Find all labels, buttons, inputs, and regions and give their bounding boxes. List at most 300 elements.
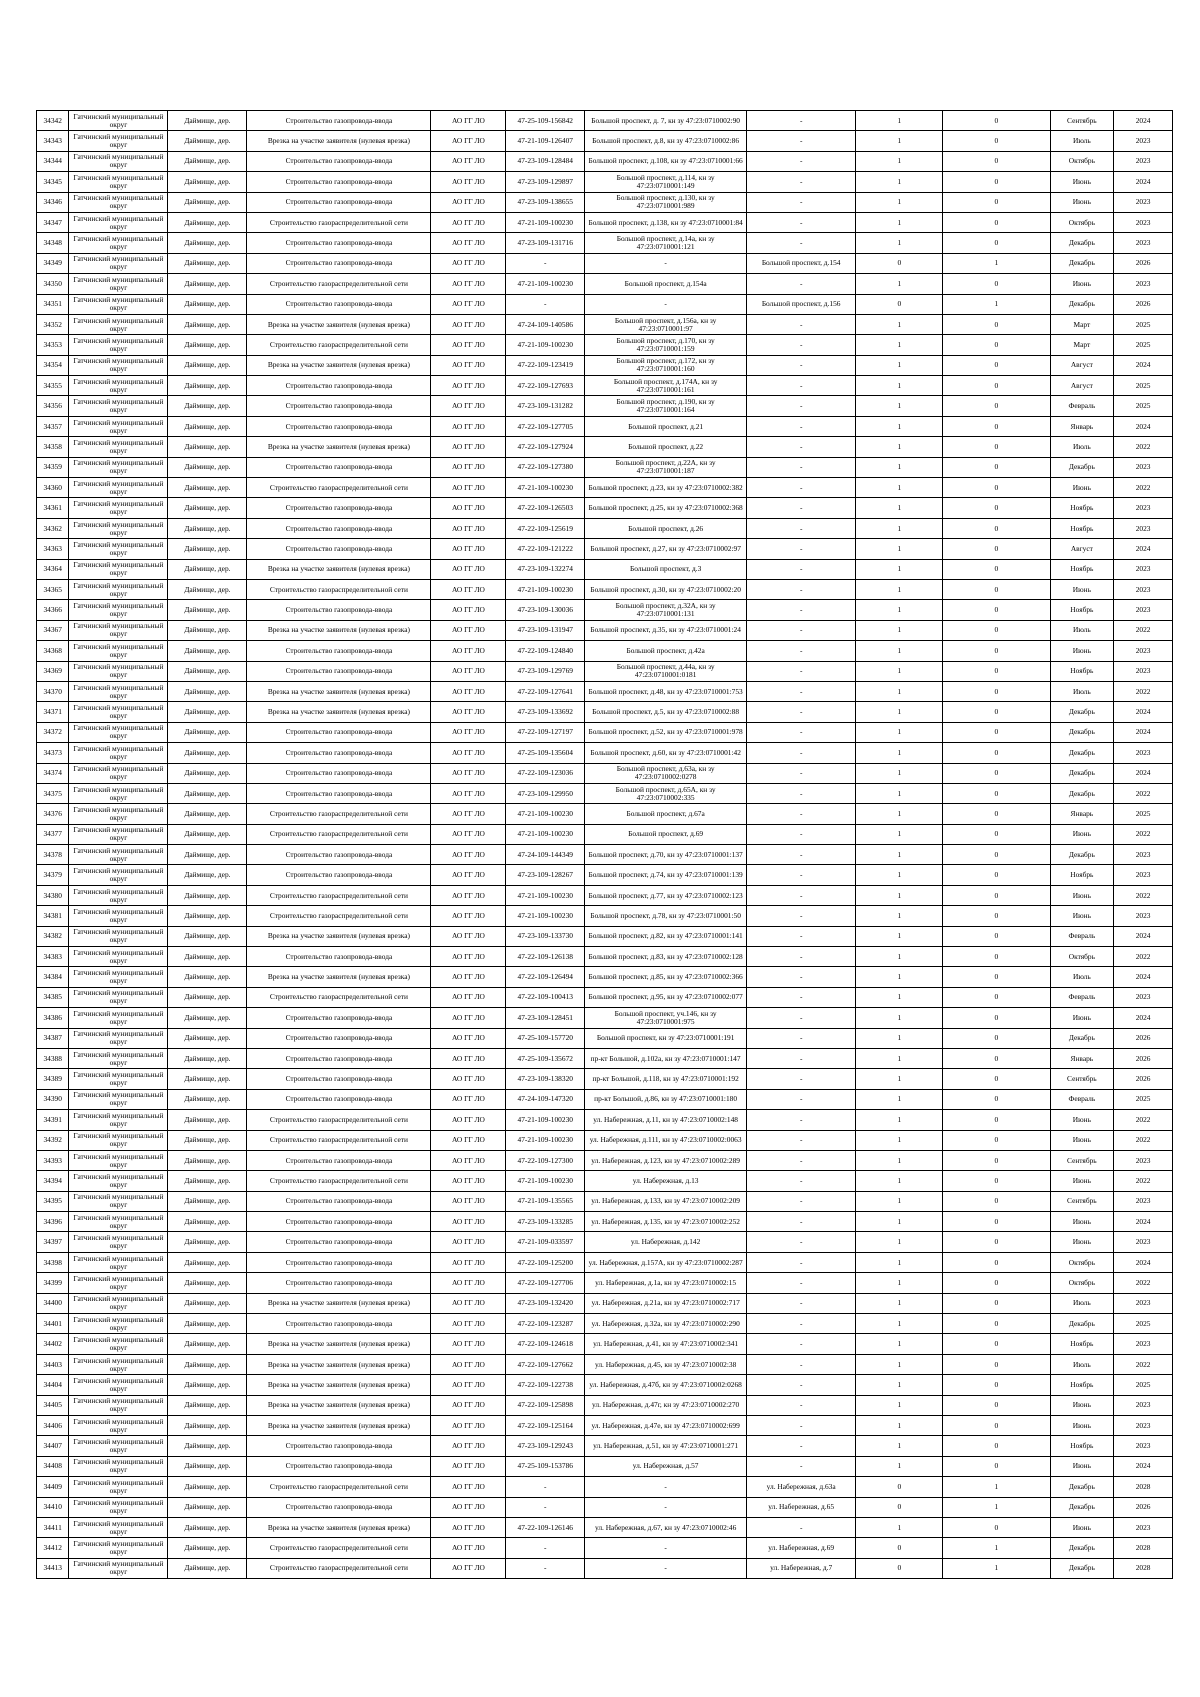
count-a-cell: 1 [856, 845, 943, 865]
row-id-cell: 34348 [37, 233, 69, 253]
application-number-cell: 47-24-109-140586 [506, 314, 585, 334]
work-type-cell: Строительство газопровода-ввода [247, 1436, 431, 1456]
row-id-cell: 34386 [37, 1008, 69, 1028]
row-id-cell: 34399 [37, 1273, 69, 1293]
organization-cell: АО ГГ ЛО [431, 131, 506, 151]
planned-address-cell: - [747, 498, 856, 518]
work-type-cell: Врезка на участке заявителя (нулевая врезка) [247, 1354, 431, 1374]
month-cell: Июнь [1050, 1171, 1114, 1191]
count-b-cell: 1 [943, 253, 1050, 273]
year-cell: 2026 [1114, 1497, 1173, 1517]
row-id-cell: 34387 [37, 1028, 69, 1048]
count-a-cell: 1 [856, 1375, 943, 1395]
organization-cell: АО ГГ ЛО [431, 253, 506, 273]
municipality-cell: Гатчинский муниципальный округ [69, 437, 168, 457]
municipality-cell: Гатчинский муниципальный округ [69, 1069, 168, 1089]
count-b-cell: 0 [943, 212, 1050, 232]
municipality-cell: Гатчинский муниципальный округ [69, 1375, 168, 1395]
municipality-cell: Гатчинский муниципальный округ [69, 253, 168, 273]
locality-cell: Даймище, дер. [168, 620, 247, 640]
row-id-cell: 34395 [37, 1191, 69, 1211]
address-cell: ул. Набережная, д.45, кн зу 47:23:0710002:38 [585, 1354, 747, 1374]
address-cell: ул. Набережная, д.21а, кн зу 47:23:0710002:717 [585, 1293, 747, 1313]
month-cell: Декабрь [1050, 233, 1114, 253]
count-a-cell: 1 [856, 539, 943, 559]
municipality-cell: Гатчинский муниципальный округ [69, 579, 168, 599]
table-row [37, 1171, 1173, 1191]
count-a-cell: 1 [856, 1456, 943, 1476]
application-number-cell: - [506, 253, 585, 273]
organization-cell: АО ГГ ЛО [431, 1028, 506, 1048]
locality-cell: Даймище, дер. [168, 1089, 247, 1109]
municipality-cell: Гатчинский муниципальный округ [69, 1456, 168, 1476]
locality-cell: Даймище, дер. [168, 987, 247, 1007]
count-a-cell: 1 [856, 763, 943, 783]
count-b-cell: 0 [943, 172, 1050, 192]
municipality-cell: Гатчинский муниципальный округ [69, 111, 168, 131]
planned-address-cell: - [747, 314, 856, 334]
application-number-cell: 47-22-109-127380 [506, 457, 585, 477]
table-row [37, 274, 1173, 294]
planned-address-cell: ул. Набережная, д.65 [747, 1497, 856, 1517]
municipality-cell: Гатчинский муниципальный округ [69, 885, 168, 905]
row-id-cell: 34347 [37, 212, 69, 232]
locality-cell: Даймище, дер. [168, 416, 247, 436]
table-row [37, 865, 1173, 885]
application-number-cell: - [506, 1538, 585, 1558]
work-type-cell: Врезка на участке заявителя (нулевая врезка) [247, 1375, 431, 1395]
count-b-cell: 1 [943, 1477, 1050, 1497]
address-cell: - [585, 1558, 747, 1578]
row-id-cell: 34408 [37, 1456, 69, 1476]
table-row [37, 702, 1173, 722]
month-cell: Июнь [1050, 1212, 1114, 1232]
municipality-cell: Гатчинский муниципальный округ [69, 906, 168, 926]
year-cell: 2028 [1114, 1477, 1173, 1497]
municipality-cell: Гатчинский муниципальный округ [69, 335, 168, 355]
work-type-cell: Строительство газопровода-ввода [247, 661, 431, 681]
row-id-cell: 34365 [37, 579, 69, 599]
month-cell: Июль [1050, 131, 1114, 151]
municipality-cell: Гатчинский муниципальный округ [69, 1395, 168, 1415]
planned-address-cell: - [747, 763, 856, 783]
row-id-cell: 34391 [37, 1110, 69, 1130]
count-a-cell: 1 [856, 702, 943, 722]
table-row [37, 335, 1173, 355]
row-id-cell: 34393 [37, 1150, 69, 1170]
month-cell: Июль [1050, 620, 1114, 640]
locality-cell: Даймище, дер. [168, 947, 247, 967]
planned-address-cell: - [747, 396, 856, 416]
table-row [37, 1028, 1173, 1048]
row-id-cell: 34404 [37, 1375, 69, 1395]
row-id-cell: 34343 [37, 131, 69, 151]
address-cell: Большой проспект, д.114, кн зу 47:23:0710001:149 [585, 172, 747, 192]
address-cell: Большой проспект, д.78, кн зу 47:23:0710001:50 [585, 906, 747, 926]
year-cell: 2023 [1114, 1334, 1173, 1354]
count-b-cell: 0 [943, 865, 1050, 885]
address-cell: Большой проспект, д.26 [585, 518, 747, 538]
table-row [37, 111, 1173, 131]
year-cell: 2022 [1114, 620, 1173, 640]
table-row [37, 1252, 1173, 1272]
organization-cell: АО ГГ ЛО [431, 212, 506, 232]
address-cell: ул. Набережная, д.123, кн зу 47:23:0710002:289 [585, 1150, 747, 1170]
work-type-cell: Врезка на участке заявителя (нулевая врезка) [247, 437, 431, 457]
count-b-cell: 0 [943, 131, 1050, 151]
work-type-cell: Строительство газораспределительной сети [247, 1110, 431, 1130]
month-cell: Декабрь [1050, 253, 1114, 273]
month-cell: Сентябрь [1050, 1150, 1114, 1170]
year-cell: 2025 [1114, 1375, 1173, 1395]
month-cell: Июль [1050, 437, 1114, 457]
row-id-cell: 34350 [37, 274, 69, 294]
organization-cell: АО ГГ ЛО [431, 1089, 506, 1109]
count-b-cell: 0 [943, 1150, 1050, 1170]
work-type-cell: Строительство газораспределительной сети [247, 1477, 431, 1497]
locality-cell: Даймище, дер. [168, 1252, 247, 1272]
locality-cell: Даймище, дер. [168, 1212, 247, 1232]
year-cell: 2022 [1114, 1171, 1173, 1191]
municipality-cell: Гатчинский муниципальный округ [69, 804, 168, 824]
locality-cell: Даймище, дер. [168, 1334, 247, 1354]
planned-address-cell: - [747, 192, 856, 212]
year-cell: 2024 [1114, 1212, 1173, 1232]
table-row [37, 1069, 1173, 1089]
planned-address-cell: - [747, 1191, 856, 1211]
locality-cell: Даймище, дер. [168, 457, 247, 477]
count-b-cell: 1 [943, 1558, 1050, 1578]
table-row [37, 722, 1173, 742]
work-type-cell: Строительство газораспределительной сети [247, 478, 431, 498]
row-id-cell: 34406 [37, 1416, 69, 1436]
year-cell: 2023 [1114, 865, 1173, 885]
address-cell: Большой проспект, д.22 [585, 437, 747, 457]
address-cell: ул. Набережная, д.13 [585, 1171, 747, 1191]
locality-cell: Даймище, дер. [168, 1517, 247, 1537]
planned-address-cell: - [747, 151, 856, 171]
organization-cell: АО ГГ ЛО [431, 600, 506, 620]
month-cell: Июнь [1050, 1130, 1114, 1150]
address-cell: ул. Набережная, д.41, кн зу 47:23:0710002:341 [585, 1334, 747, 1354]
address-cell: Большой проспект, д.22А, кн зу 47:23:0710001:187 [585, 457, 747, 477]
count-a-cell: 1 [856, 824, 943, 844]
month-cell: Октябрь [1050, 947, 1114, 967]
address-cell: Большой проспект, уч.146, кн зу 47:23:0710001:975 [585, 1008, 747, 1028]
planned-address-cell: ул. Набережная, д.69 [747, 1538, 856, 1558]
municipality-cell: Гатчинский муниципальный округ [69, 1334, 168, 1354]
work-type-cell: Врезка на участке заявителя (нулевая врезка) [247, 1395, 431, 1415]
year-cell: 2025 [1114, 335, 1173, 355]
count-b-cell: 0 [943, 702, 1050, 722]
work-type-cell: Строительство газопровода-ввода [247, 1212, 431, 1232]
year-cell: 2024 [1114, 722, 1173, 742]
count-a-cell: 1 [856, 926, 943, 946]
month-cell: Декабрь [1050, 1538, 1114, 1558]
organization-cell: АО ГГ ЛО [431, 1477, 506, 1497]
row-id-cell: 34344 [37, 151, 69, 171]
application-number-cell: 47-25-109-135604 [506, 743, 585, 763]
count-a-cell: 1 [856, 1395, 943, 1415]
organization-cell: АО ГГ ЛО [431, 457, 506, 477]
organization-cell: АО ГГ ЛО [431, 559, 506, 579]
row-id-cell: 34413 [37, 1558, 69, 1578]
month-cell: Июнь [1050, 478, 1114, 498]
municipality-cell: Гатчинский муниципальный округ [69, 1150, 168, 1170]
organization-cell: АО ГГ ЛО [431, 355, 506, 375]
organization-cell: АО ГГ ЛО [431, 478, 506, 498]
address-cell: Большой проспект, д.32А, кн зу 47:23:0710001:131 [585, 600, 747, 620]
count-b-cell: 0 [943, 518, 1050, 538]
work-type-cell: Строительство газораспределительной сети [247, 212, 431, 232]
table-row [37, 1089, 1173, 1109]
municipality-cell: Гатчинский муниципальный округ [69, 1252, 168, 1272]
work-type-cell: Врезка на участке заявителя (нулевая врезка) [247, 1517, 431, 1537]
planned-address-cell: - [747, 1273, 856, 1293]
work-type-cell: Врезка на участке заявителя (нулевая врезка) [247, 681, 431, 701]
row-id-cell: 34402 [37, 1334, 69, 1354]
organization-cell: АО ГГ ЛО [431, 518, 506, 538]
table-row [37, 192, 1173, 212]
count-a-cell: 1 [856, 416, 943, 436]
application-number-cell: 47-23-109-130036 [506, 600, 585, 620]
count-a-cell: 1 [856, 1436, 943, 1456]
year-cell: 2022 [1114, 1130, 1173, 1150]
organization-cell: АО ГГ ЛО [431, 233, 506, 253]
row-id-cell: 34381 [37, 906, 69, 926]
work-type-cell: Строительство газораспределительной сети [247, 1130, 431, 1150]
municipality-cell: Гатчинский муниципальный округ [69, 1538, 168, 1558]
count-b-cell: 0 [943, 681, 1050, 701]
work-type-cell: Строительство газопровода-ввода [247, 865, 431, 885]
year-cell: 2022 [1114, 783, 1173, 803]
organization-cell: АО ГГ ЛО [431, 967, 506, 987]
year-cell: 2023 [1114, 1293, 1173, 1313]
count-a-cell: 0 [856, 253, 943, 273]
address-cell: - [585, 1497, 747, 1517]
planned-address-cell: - [747, 131, 856, 151]
address-cell: Большой проспект, д.42а [585, 641, 747, 661]
year-cell: 2026 [1114, 1069, 1173, 1089]
count-b-cell: 0 [943, 1395, 1050, 1415]
month-cell: Ноябрь [1050, 1436, 1114, 1456]
planned-address-cell: - [747, 1456, 856, 1476]
row-id-cell: 34398 [37, 1252, 69, 1272]
row-id-cell: 34358 [37, 437, 69, 457]
application-number-cell: 47-22-109-127706 [506, 1273, 585, 1293]
address-cell: Большой проспект, д.48, кн зу 47:23:0710001:753 [585, 681, 747, 701]
application-number-cell: 47-22-109-126503 [506, 498, 585, 518]
work-type-cell: Строительство газопровода-ввода [247, 498, 431, 518]
table-row [37, 947, 1173, 967]
planned-address-cell: - [747, 987, 856, 1007]
address-cell: Большой проспект, д.67а [585, 804, 747, 824]
municipality-cell: Гатчинский муниципальный округ [69, 294, 168, 314]
municipality-cell: Гатчинский муниципальный округ [69, 1354, 168, 1374]
count-b-cell: 0 [943, 1069, 1050, 1089]
planned-address-cell: - [747, 376, 856, 396]
table-row [37, 314, 1173, 334]
year-cell: 2026 [1114, 1048, 1173, 1068]
count-a-cell: 1 [856, 641, 943, 661]
locality-cell: Даймище, дер. [168, 641, 247, 661]
locality-cell: Даймище, дер. [168, 1477, 247, 1497]
row-id-cell: 34363 [37, 539, 69, 559]
work-type-cell: Строительство газораспределительной сети [247, 804, 431, 824]
application-number-cell: 47-23-109-129243 [506, 1436, 585, 1456]
count-b-cell: 0 [943, 926, 1050, 946]
count-b-cell: 0 [943, 498, 1050, 518]
table-row [37, 498, 1173, 518]
row-id-cell: 34410 [37, 1497, 69, 1517]
locality-cell: Даймище, дер. [168, 233, 247, 253]
year-cell: 2026 [1114, 253, 1173, 273]
address-cell: ул. Набережная, д.11, кн зу 47:23:0710002:148 [585, 1110, 747, 1130]
month-cell: Июнь [1050, 172, 1114, 192]
month-cell: Декабрь [1050, 1477, 1114, 1497]
address-cell: Большой проспект, д.3 [585, 559, 747, 579]
application-number-cell: 47-23-109-128484 [506, 151, 585, 171]
locality-cell: Даймище, дер. [168, 1069, 247, 1089]
table-row [37, 1130, 1173, 1150]
count-a-cell: 1 [856, 865, 943, 885]
planned-address-cell: - [747, 947, 856, 967]
planned-address-cell: - [747, 172, 856, 192]
work-type-cell: Врезка на участке заявителя (нулевая врезка) [247, 355, 431, 375]
locality-cell: Даймище, дер. [168, 1314, 247, 1334]
work-type-cell: Строительство газопровода-ввода [247, 1048, 431, 1068]
year-cell: 2025 [1114, 376, 1173, 396]
month-cell: Декабрь [1050, 722, 1114, 742]
address-cell: Большой проспект, д.27, кн зу 47:23:0710002:97 [585, 539, 747, 559]
month-cell: Июнь [1050, 824, 1114, 844]
row-id-cell: 34357 [37, 416, 69, 436]
planned-address-cell: - [747, 1069, 856, 1089]
count-b-cell: 0 [943, 1456, 1050, 1476]
organization-cell: АО ГГ ЛО [431, 396, 506, 416]
row-id-cell: 34388 [37, 1048, 69, 1068]
count-b-cell: 0 [943, 743, 1050, 763]
planned-address-cell: - [747, 1232, 856, 1252]
organization-cell: АО ГГ ЛО [431, 824, 506, 844]
municipality-cell: Гатчинский муниципальный округ [69, 396, 168, 416]
organization-cell: АО ГГ ЛО [431, 1314, 506, 1334]
month-cell: Декабрь [1050, 783, 1114, 803]
work-type-cell: Строительство газопровода-ввода [247, 253, 431, 273]
table-row [37, 396, 1173, 416]
planned-address-cell: - [747, 845, 856, 865]
work-type-cell: Строительство газопровода-ввода [247, 1069, 431, 1089]
month-cell: Ноябрь [1050, 518, 1114, 538]
row-id-cell: 34397 [37, 1232, 69, 1252]
month-cell: Июнь [1050, 192, 1114, 212]
table-row [37, 559, 1173, 579]
count-a-cell: 1 [856, 1171, 943, 1191]
table-row [37, 906, 1173, 926]
year-cell: 2023 [1114, 233, 1173, 253]
address-cell: ул. Набережная, д.135, кн зу 47:23:0710002:252 [585, 1212, 747, 1232]
organization-cell: АО ГГ ЛО [431, 1538, 506, 1558]
count-a-cell: 1 [856, 1517, 943, 1537]
planned-address-cell: Большой проспект, д.156 [747, 294, 856, 314]
organization-cell: АО ГГ ЛО [431, 498, 506, 518]
organization-cell: АО ГГ ЛО [431, 1232, 506, 1252]
year-cell: 2024 [1114, 416, 1173, 436]
application-number-cell: 47-22-109-123419 [506, 355, 585, 375]
month-cell: Июль [1050, 967, 1114, 987]
locality-cell: Даймище, дер. [168, 681, 247, 701]
address-cell: пр-кт Большой, д.102а, кн зу 47:23:0710001:147 [585, 1048, 747, 1068]
count-a-cell: 1 [856, 1191, 943, 1211]
locality-cell: Даймище, дер. [168, 212, 247, 232]
planned-address-cell: - [747, 1334, 856, 1354]
application-number-cell: 47-22-109-121222 [506, 539, 585, 559]
locality-cell: Даймище, дер. [168, 1395, 247, 1415]
organization-cell: АО ГГ ЛО [431, 865, 506, 885]
locality-cell: Даймище, дер. [168, 885, 247, 905]
address-cell: Большой проспект, д.95, кн зу 47:23:0710002:077 [585, 987, 747, 1007]
application-number-cell: 47-22-109-125200 [506, 1252, 585, 1272]
work-type-cell: Врезка на участке заявителя (нулевая врезка) [247, 702, 431, 722]
locality-cell: Даймище, дер. [168, 600, 247, 620]
organization-cell: АО ГГ ЛО [431, 661, 506, 681]
municipality-cell: Гатчинский муниципальный округ [69, 478, 168, 498]
locality-cell: Даймище, дер. [168, 1436, 247, 1456]
month-cell: Февраль [1050, 1089, 1114, 1109]
application-number-cell: 47-22-109-123036 [506, 763, 585, 783]
planned-address-cell: - [747, 702, 856, 722]
count-a-cell: 1 [856, 212, 943, 232]
locality-cell: Даймище, дер. [168, 783, 247, 803]
planned-address-cell: - [747, 1354, 856, 1374]
table-row [37, 1232, 1173, 1252]
planned-address-cell: - [747, 1008, 856, 1028]
count-b-cell: 0 [943, 1089, 1050, 1109]
table-row [37, 1477, 1173, 1497]
table-row [37, 233, 1173, 253]
row-id-cell: 34360 [37, 478, 69, 498]
count-b-cell: 0 [943, 396, 1050, 416]
year-cell: 2023 [1114, 743, 1173, 763]
address-cell: - [585, 253, 747, 273]
count-b-cell: 1 [943, 1497, 1050, 1517]
month-cell: Ноябрь [1050, 600, 1114, 620]
municipality-cell: Гатчинский муниципальный округ [69, 1008, 168, 1028]
locality-cell: Даймище, дер. [168, 1273, 247, 1293]
year-cell: 2023 [1114, 1416, 1173, 1436]
municipality-cell: Гатчинский муниципальный округ [69, 518, 168, 538]
count-a-cell: 1 [856, 1416, 943, 1436]
planned-address-cell: - [747, 579, 856, 599]
month-cell: Июнь [1050, 1416, 1114, 1436]
application-number-cell: 47-22-109-127693 [506, 376, 585, 396]
count-a-cell: 1 [856, 947, 943, 967]
count-a-cell: 1 [856, 1293, 943, 1313]
address-cell: Большой проспект, д.82, кн зу 47:23:0710001:141 [585, 926, 747, 946]
table-row [37, 1538, 1173, 1558]
table-row [37, 1293, 1173, 1313]
table-row [37, 355, 1173, 375]
address-cell: Большой проспект, д.30, кн зу 47:23:0710002:20 [585, 579, 747, 599]
organization-cell: АО ГГ ЛО [431, 1293, 506, 1313]
organization-cell: АО ГГ ЛО [431, 1273, 506, 1293]
year-cell: 2023 [1114, 641, 1173, 661]
application-number-cell: 47-23-109-129769 [506, 661, 585, 681]
municipality-cell: Гатчинский муниципальный округ [69, 151, 168, 171]
locality-cell: Даймище, дер. [168, 722, 247, 742]
row-id-cell: 34377 [37, 824, 69, 844]
year-cell: 2022 [1114, 824, 1173, 844]
